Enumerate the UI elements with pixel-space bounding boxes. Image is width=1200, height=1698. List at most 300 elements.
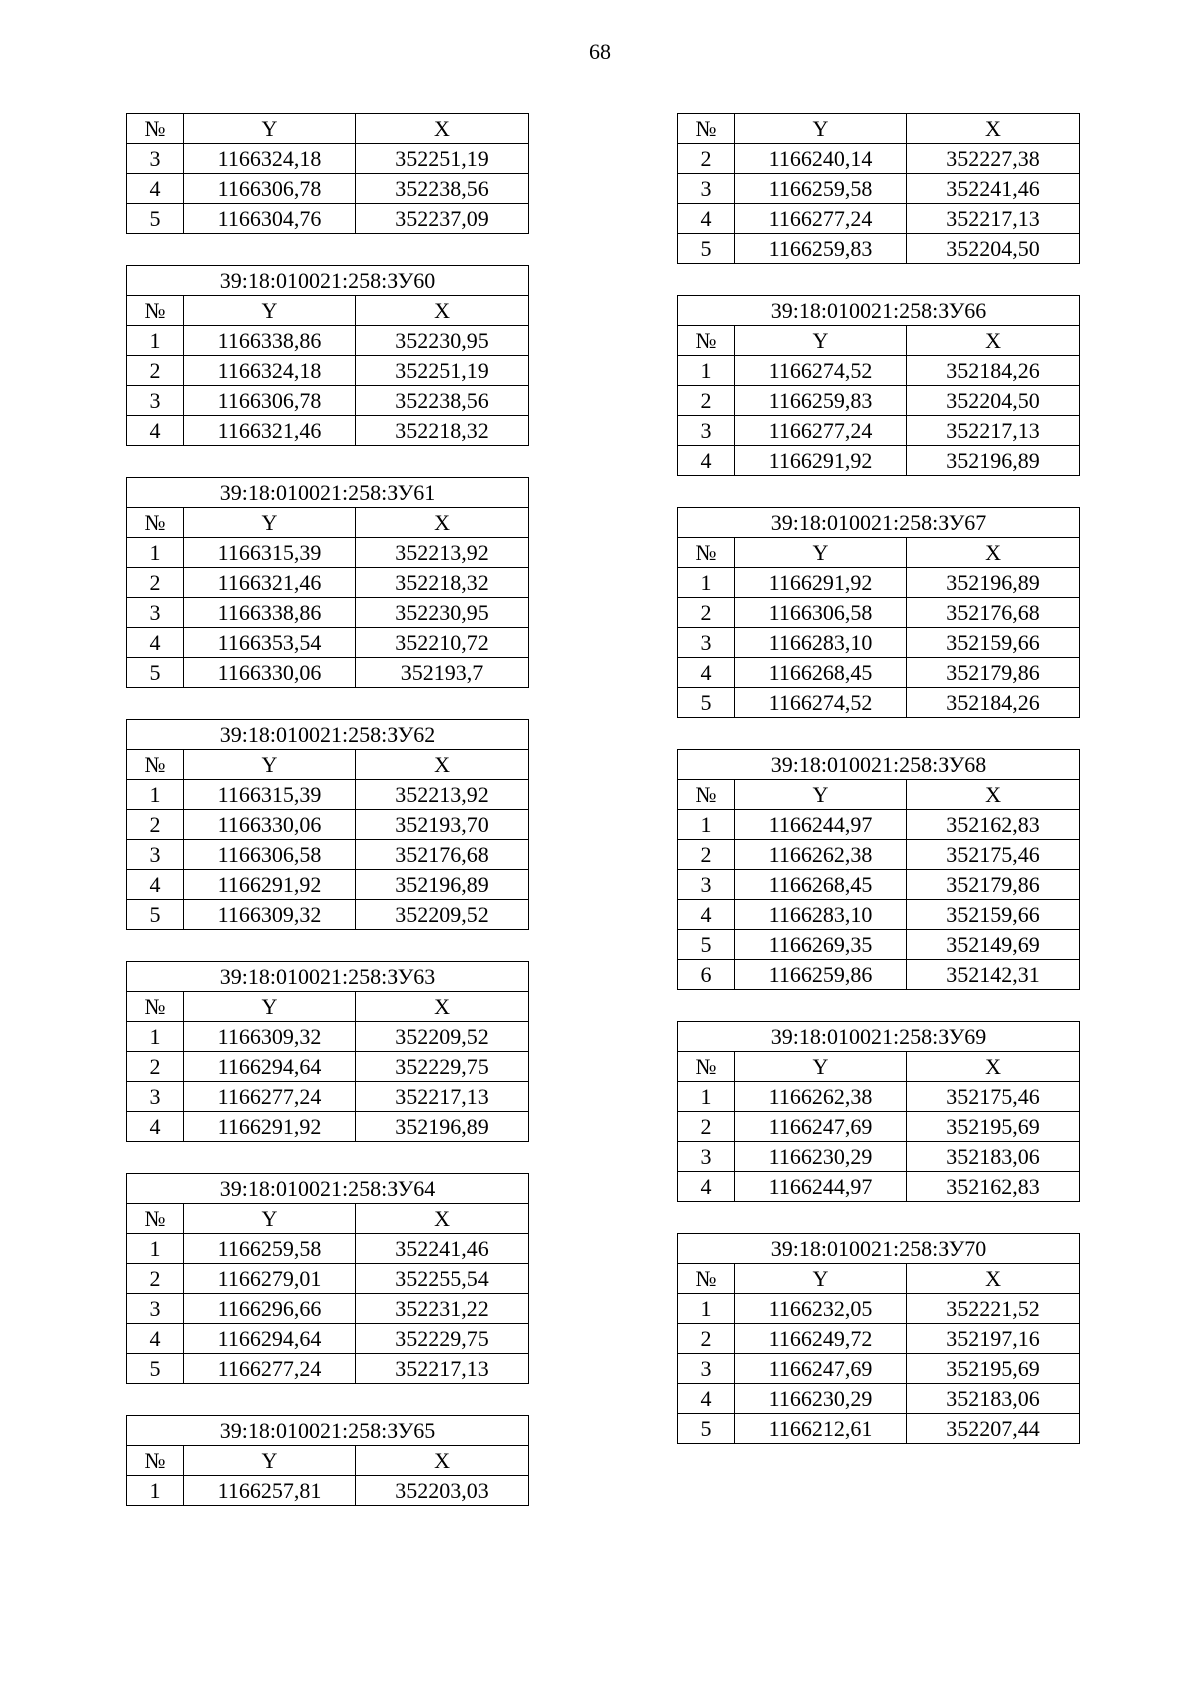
y-coordinate: 1166259,58 [735,174,907,204]
header-x: X [356,296,529,326]
table-row [127,870,529,900]
point-number: 4 [127,870,184,900]
y-coordinate: 1166283,10 [735,628,907,658]
table-row [678,628,1080,658]
x-coordinate: 352159,66 [907,900,1080,930]
point-number: 4 [127,1112,184,1142]
table-row [127,780,529,810]
parcel-title: 39:18:010021:258:ЗУ70 [678,1234,1080,1264]
x-coordinate: 352204,50 [907,234,1080,264]
table-title-row [678,296,1080,326]
point-number: 1 [127,538,184,568]
point-number: 3 [678,870,735,900]
x-coordinate: 352213,92 [356,538,529,568]
x-coordinate: 352159,66 [907,628,1080,658]
x-coordinate: 352213,92 [356,780,529,810]
y-coordinate: 1166240,14 [735,144,907,174]
point-number: 3 [678,174,735,204]
right-column [677,113,1077,1475]
y-coordinate: 1166244,97 [735,810,907,840]
table-header-row [127,114,529,144]
header-x: X [356,114,529,144]
point-number: 6 [678,960,735,990]
header-x: X [356,992,529,1022]
coordinates-table [677,113,1080,264]
y-coordinate: 1166321,46 [184,568,356,598]
point-number: 1 [678,1294,735,1324]
x-coordinate: 352210,72 [356,628,529,658]
header-x: X [907,780,1080,810]
point-number: 3 [127,1294,184,1324]
y-coordinate: 1166277,24 [735,204,907,234]
y-coordinate: 1166294,64 [184,1324,356,1354]
table-row [678,1142,1080,1172]
x-coordinate: 352227,38 [907,144,1080,174]
point-number: 4 [127,416,184,446]
y-coordinate: 1166262,38 [735,840,907,870]
coordinates-table [677,295,1080,476]
table-row [127,204,529,234]
x-coordinate: 352209,52 [356,900,529,930]
table-row [678,446,1080,476]
y-coordinate: 1166212,61 [735,1414,907,1444]
point-number: 3 [127,386,184,416]
table-row [678,1294,1080,1324]
header-x: X [907,1264,1080,1294]
y-coordinate: 1166247,69 [735,1112,907,1142]
point-number: 3 [678,1142,735,1172]
x-coordinate: 352196,89 [356,870,529,900]
table-row [678,1324,1080,1354]
table-title-row [127,720,529,750]
table-title-row [127,962,529,992]
x-coordinate: 352162,83 [907,810,1080,840]
coordinates-table [126,1173,529,1384]
header-x: X [356,1204,529,1234]
point-number: 5 [678,688,735,718]
point-number: 2 [678,840,735,870]
point-number: 1 [678,1082,735,1112]
y-coordinate: 1166353,54 [184,628,356,658]
table-row [678,1112,1080,1142]
table-row [127,568,529,598]
table-row [678,840,1080,870]
parcel-title: 39:18:010021:258:ЗУ60 [127,266,529,296]
point-number: 4 [678,1172,735,1202]
table-row [678,1384,1080,1414]
table-header-row [127,1204,529,1234]
point-number: 4 [678,204,735,234]
x-coordinate: 352142,31 [907,960,1080,990]
point-number: 1 [127,326,184,356]
parcel-title: 39:18:010021:258:ЗУ68 [678,750,1080,780]
y-coordinate: 1166330,06 [184,658,356,688]
point-number: 4 [678,446,735,476]
y-coordinate: 1166306,58 [735,598,907,628]
table-row [127,810,529,840]
table-header-row [678,538,1080,568]
table-row [127,1112,529,1142]
point-number: 2 [678,1112,735,1142]
table-header-row [127,296,529,326]
table-header-row [127,750,529,780]
header-y: Y [184,296,356,326]
table-row [678,234,1080,264]
y-coordinate: 1166268,45 [735,658,907,688]
point-number: 2 [678,598,735,628]
header-number: № [678,326,735,356]
table-row [678,598,1080,628]
table-row [678,870,1080,900]
header-number: № [678,1052,735,1082]
point-number: 1 [127,1022,184,1052]
header-y: Y [735,114,907,144]
header-x: X [356,750,529,780]
x-coordinate: 352184,26 [907,356,1080,386]
point-number: 4 [127,628,184,658]
point-number: 5 [127,204,184,234]
point-number: 5 [678,930,735,960]
table-header-row [678,114,1080,144]
y-coordinate: 1166274,52 [735,688,907,718]
x-coordinate: 352231,22 [356,1294,529,1324]
table-header-row [127,1446,529,1476]
y-coordinate: 1166294,64 [184,1052,356,1082]
parcel-title: 39:18:010021:258:ЗУ62 [127,720,529,750]
y-coordinate: 1166259,58 [184,1234,356,1264]
table-row [127,1022,529,1052]
header-y: Y [735,326,907,356]
x-coordinate: 352149,69 [907,930,1080,960]
point-number: 5 [127,658,184,688]
point-number: 3 [127,840,184,870]
x-coordinate: 352217,13 [356,1082,529,1112]
y-coordinate: 1166274,52 [735,356,907,386]
point-number: 2 [678,386,735,416]
parcel-title: 39:18:010021:258:ЗУ66 [678,296,1080,326]
table-row [127,416,529,446]
y-coordinate: 1166283,10 [735,900,907,930]
y-coordinate: 1166306,78 [184,174,356,204]
table-header-row [127,508,529,538]
y-coordinate: 1166230,29 [735,1384,907,1414]
table-row [127,1354,529,1384]
point-number: 1 [127,780,184,810]
x-coordinate: 352229,75 [356,1052,529,1082]
x-coordinate: 352218,32 [356,416,529,446]
y-coordinate: 1166262,38 [735,1082,907,1112]
y-coordinate: 1166291,92 [735,568,907,598]
header-x: X [907,114,1080,144]
y-coordinate: 1166257,81 [184,1476,356,1506]
y-coordinate: 1166259,86 [735,960,907,990]
y-coordinate: 1166306,78 [184,386,356,416]
parcel-title: 39:18:010021:258:ЗУ61 [127,478,529,508]
x-coordinate: 352209,52 [356,1022,529,1052]
header-number: № [127,1446,184,1476]
point-number: 1 [678,356,735,386]
x-coordinate: 352203,03 [356,1476,529,1506]
header-y: Y [735,1052,907,1082]
table-row [678,1414,1080,1444]
coordinates-table [126,1415,529,1506]
x-coordinate: 352229,75 [356,1324,529,1354]
y-coordinate: 1166338,86 [184,598,356,628]
table-row [127,1324,529,1354]
header-number: № [678,538,735,568]
y-coordinate: 1166244,97 [735,1172,907,1202]
point-number: 4 [678,658,735,688]
y-coordinate: 1166247,69 [735,1354,907,1384]
x-coordinate: 352218,32 [356,568,529,598]
table-row [127,356,529,386]
table-header-row [678,326,1080,356]
table-header-row [127,992,529,1022]
table-row [127,628,529,658]
header-number: № [127,1204,184,1234]
table-row [678,930,1080,960]
point-number: 5 [678,1414,735,1444]
table-row [678,356,1080,386]
x-coordinate: 352176,68 [356,840,529,870]
point-number: 2 [127,1264,184,1294]
x-coordinate: 352241,46 [356,1234,529,1264]
table-row [127,658,529,688]
header-x: X [907,326,1080,356]
x-coordinate: 352175,46 [907,840,1080,870]
y-coordinate: 1166338,86 [184,326,356,356]
y-coordinate: 1166321,46 [184,416,356,446]
x-coordinate: 352230,95 [356,598,529,628]
x-coordinate: 352176,68 [907,598,1080,628]
x-coordinate: 352196,89 [356,1112,529,1142]
table-row [678,688,1080,718]
point-number: 3 [127,144,184,174]
point-number: 5 [678,234,735,264]
header-number: № [678,1264,735,1294]
parcel-title: 39:18:010021:258:ЗУ64 [127,1174,529,1204]
table-row [127,326,529,356]
table-header-row [678,780,1080,810]
table-row [127,386,529,416]
parcel-title: 39:18:010021:258:ЗУ65 [127,1416,529,1446]
y-coordinate: 1166291,92 [735,446,907,476]
table-title-row [678,508,1080,538]
header-y: Y [735,538,907,568]
x-coordinate: 352183,06 [907,1142,1080,1172]
point-number: 5 [127,1354,184,1384]
point-number: 4 [127,174,184,204]
point-number: 1 [678,810,735,840]
table-row [678,1172,1080,1202]
x-coordinate: 352196,89 [907,568,1080,598]
header-y: Y [184,114,356,144]
table-row [678,1354,1080,1384]
table-row [678,658,1080,688]
y-coordinate: 1166230,29 [735,1142,907,1172]
x-coordinate: 352204,50 [907,386,1080,416]
table-title-row [127,266,529,296]
x-coordinate: 352230,95 [356,326,529,356]
x-coordinate: 352183,06 [907,1384,1080,1414]
y-coordinate: 1166277,24 [184,1082,356,1112]
table-title-row [127,1416,529,1446]
page-number: 68 [589,39,611,64]
point-number: 3 [678,628,735,658]
header-number: № [127,296,184,326]
table-row [678,144,1080,174]
y-coordinate: 1166291,92 [184,1112,356,1142]
header-y: Y [735,780,907,810]
table-row [127,840,529,870]
y-coordinate: 1166277,24 [184,1354,356,1384]
coordinates-table [677,507,1080,718]
table-row [127,598,529,628]
point-number: 1 [678,568,735,598]
x-coordinate: 352237,09 [356,204,529,234]
x-coordinate: 352195,69 [907,1354,1080,1384]
table-row [127,144,529,174]
point-number: 4 [678,900,735,930]
table-row [678,810,1080,840]
table-header-row [678,1264,1080,1294]
y-coordinate: 1166309,32 [184,1022,356,1052]
x-coordinate: 352184,26 [907,688,1080,718]
table-row [678,386,1080,416]
coordinates-table [126,719,529,930]
y-coordinate: 1166324,18 [184,356,356,386]
x-coordinate: 352251,19 [356,356,529,386]
table-row [678,1082,1080,1112]
point-number: 2 [127,1052,184,1082]
y-coordinate: 1166269,35 [735,930,907,960]
table-row [127,174,529,204]
table-title-row [678,750,1080,780]
header-y: Y [184,508,356,538]
table-row [678,204,1080,234]
header-number: № [127,750,184,780]
coordinates-table [126,961,529,1142]
x-coordinate: 352238,56 [356,386,529,416]
header-x: X [356,1446,529,1476]
table-row [678,960,1080,990]
x-coordinate: 352207,44 [907,1414,1080,1444]
table-title-row [127,478,529,508]
x-coordinate: 352238,56 [356,174,529,204]
header-y: Y [184,1204,356,1234]
table-title-row [678,1234,1080,1264]
x-coordinate: 352175,46 [907,1082,1080,1112]
point-number: 1 [127,1234,184,1264]
y-coordinate: 1166259,83 [735,386,907,416]
header-y: Y [184,1446,356,1476]
header-number: № [127,992,184,1022]
point-number: 2 [127,356,184,386]
x-coordinate: 352179,86 [907,870,1080,900]
coordinates-table [126,265,529,446]
coordinates-table [677,749,1080,990]
table-title-row [127,1174,529,1204]
header-y: Y [184,750,356,780]
table-row [127,1234,529,1264]
x-coordinate: 352241,46 [907,174,1080,204]
point-number: 1 [127,1476,184,1506]
point-number: 3 [678,1354,735,1384]
parcel-title: 39:18:010021:258:ЗУ67 [678,508,1080,538]
y-coordinate: 1166306,58 [184,840,356,870]
y-coordinate: 1166291,92 [184,870,356,900]
x-coordinate: 352217,13 [907,204,1080,234]
x-coordinate: 352255,54 [356,1264,529,1294]
x-coordinate: 352196,89 [907,446,1080,476]
y-coordinate: 1166315,39 [184,780,356,810]
left-column [126,113,526,1537]
y-coordinate: 1166309,32 [184,900,356,930]
table-row [127,538,529,568]
table-row [127,1052,529,1082]
point-number: 3 [127,1082,184,1112]
table-row [678,416,1080,446]
y-coordinate: 1166259,83 [735,234,907,264]
x-coordinate: 352217,13 [907,416,1080,446]
point-number: 3 [127,598,184,628]
y-coordinate: 1166249,72 [735,1324,907,1354]
y-coordinate: 1166296,66 [184,1294,356,1324]
y-coordinate: 1166315,39 [184,538,356,568]
table-row [127,1476,529,1506]
y-coordinate: 1166277,24 [735,416,907,446]
x-coordinate: 352251,19 [356,144,529,174]
point-number: 4 [127,1324,184,1354]
x-coordinate: 352217,13 [356,1354,529,1384]
table-row [127,1082,529,1112]
table-row [678,174,1080,204]
coordinates-table [677,1021,1080,1202]
header-number: № [127,114,184,144]
x-coordinate: 352197,16 [907,1324,1080,1354]
y-coordinate: 1166330,06 [184,810,356,840]
x-coordinate: 352195,69 [907,1112,1080,1142]
y-coordinate: 1166268,45 [735,870,907,900]
point-number: 3 [678,416,735,446]
y-coordinate: 1166279,01 [184,1264,356,1294]
table-row [678,900,1080,930]
table-row [127,1294,529,1324]
x-coordinate: 352193,7 [356,658,529,688]
coordinates-table [126,113,529,234]
parcel-title: 39:18:010021:258:ЗУ69 [678,1022,1080,1052]
table-row [127,1264,529,1294]
coordinates-table [126,477,529,688]
point-number: 5 [127,900,184,930]
header-x: X [907,1052,1080,1082]
header-number: № [678,114,735,144]
header-x: X [356,508,529,538]
table-row [127,900,529,930]
point-number: 2 [678,1324,735,1354]
x-coordinate: 352162,83 [907,1172,1080,1202]
table-row [678,568,1080,598]
header-number: № [678,780,735,810]
header-number: № [127,508,184,538]
y-coordinate: 1166304,76 [184,204,356,234]
x-coordinate: 352193,70 [356,810,529,840]
point-number: 4 [678,1384,735,1414]
x-coordinate: 352179,86 [907,658,1080,688]
y-coordinate: 1166232,05 [735,1294,907,1324]
point-number: 2 [127,810,184,840]
header-y: Y [735,1264,907,1294]
